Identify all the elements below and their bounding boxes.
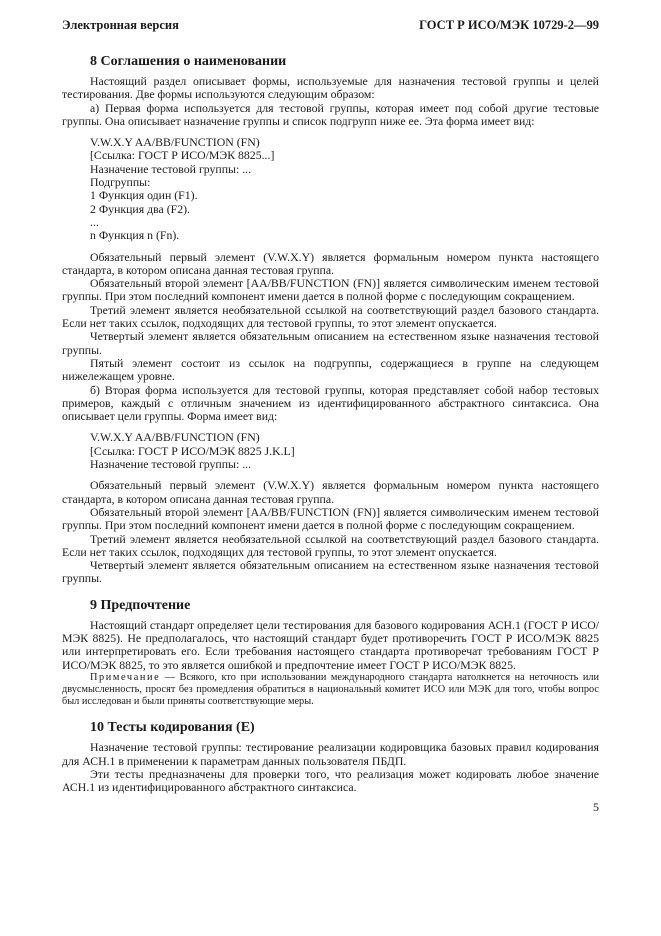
form-line: Назначение тестовой группы: ... [90, 457, 252, 472]
form-line: [Ссылка: ГОСТ Р ИСО/МЭК 8825 J.K.L] [90, 443, 295, 458]
paragraph: б) Вторая форма используется для тестовой группы, которая представляет собой набор тестовых примеров, каждый с отличным значением из идентифицированного абстрактного синтаксиса. Она описывает цели группы. Форма имеет вид: [62, 382, 599, 424]
header-left: Электронная версия [62, 18, 179, 32]
paragraph: Обязательный второй элемент [AA/BB/FUNCTION (FN)] является символическим именем тестовой группы. При этом последний компонент имени дается в полной форме с последующим сокращением. [62, 504, 599, 533]
paragraph: Третий элемент является необязательной ссылкой на соответствующий раздел базового стандарта. Если нет таких ссылок, подходящих для тестовой группы, то этот элемент опускается. [62, 302, 599, 331]
paragraph: Обязательный первый элемент (V.W.X.Y) является формальным номером пункта настоящего стандарта, в котором описана данная тестовая группа. [62, 249, 599, 277]
section-9-title: 9 Предпочтение [90, 597, 191, 613]
paragraph: Обязательный второй элемент [AA/BB/FUNCTION (FN)] является символическим именем тестовой группы. При этом последний компонент имени дается в полной форме с последующим сокращением. [62, 276, 599, 304]
paragraph: Назначение тестовой группы: тестирование реализации кодировщика базовых правил кодирования для АСН.1 в применении к параметрам данных пользователя ПБДП. [62, 740, 599, 768]
section-8-title: 8 Соглашения о наименовании [90, 54, 287, 69]
note [62, 672, 599, 709]
paragraph: Третий элемент является необязательной ссылкой на соответствующий раздел базового стандарта. Если нет таких ссылок, подходящих для тестовой группы, то этот элемент опускается. [62, 531, 599, 559]
note-text: — Всякого, кто при использовании международного стандарта натолкнется на неточность или двусмысленность, просят без промедления обратиться в национальный комитет ИСО или МЭК для того, чтобы вопрос был исследован и были приняты соответствующие меры. [62, 671, 599, 708]
form-line: ... [90, 214, 99, 229]
section-10-title: 10 Тесты кодирования (E) [90, 720, 255, 736]
paragraph: Четвертый элемент является обязательным описанием на естественном языке назначения тестовой группы. [62, 558, 599, 586]
form-line: V.W.X.Y AA/BB/FUNCTION (FN) [90, 135, 260, 150]
form-line: Подгруппы: [90, 175, 151, 190]
paragraph: Настоящий раздел описывает формы, используемые для назначения тестовой группы и целей тестирования. Две формы используются следующим образом: [62, 74, 599, 102]
header-right: ГОСТ Р ИСО/МЭК 10729-2—99 [419, 18, 599, 32]
form-line: [Ссылка: ГОСТ Р ИСО/МЭК 8825...] [90, 148, 275, 163]
note-label: Примечание [90, 671, 161, 683]
paragraph: Обязательный первый элемент (V.W.X.Y) является формальным номером пункта настоящего стандарта, в котором описана данная тестовая группа. [62, 478, 599, 506]
form-line: n Функция n (Fn). [90, 228, 180, 243]
form-line: V.W.X.Y AA/BB/FUNCTION (FN) [90, 430, 260, 445]
paragraph: Настоящий стандарт определяет цели тестирования для базового кодирования АСН.1 (ГОСТ Р ИСО/МЭК 8825). Не предполагалось, что настоящий стандарт будет противоречить ГОСТ Р ИСО/МЭК 8825 или интерпретировать его. Если требования настоящего стандарта противоречат требованиям ГОСТ Р ИСО/МЭК 8825, то это является ошибкой и предпочтение имеет ГОСТ Р ИСО/МЭК 8825. [62, 617, 599, 672]
paragraph: Эти тесты предназначены для проверки того, что реализация может кодировать любое значение АСН.1 из идентифицированного абстрактного синтаксиса. [62, 767, 599, 795]
page-number: 5 [593, 800, 599, 814]
paragraph: Четвертый элемент является обязательным описанием на естественном языке назначения тестовой группы. [62, 329, 599, 357]
paragraph: Пятый элемент состоит из ссылок на подгруппы, содержащиеся в группе на следующем нижележащем уровне. [62, 355, 599, 384]
form-line: 2 Функция два (F2). [90, 201, 190, 216]
form-line: 1 Функция один (F1). [90, 188, 198, 203]
paragraph: а) Первая форма используется для тестовой группы, которая имеет под собой другие тестовые группы. Она описывает назначение группы и список подгрупп ниже ее. Эта форма имеет вид: [62, 100, 599, 128]
form-line: Назначение тестовой группы: ... [90, 161, 252, 176]
document-body [62, 54, 599, 795]
